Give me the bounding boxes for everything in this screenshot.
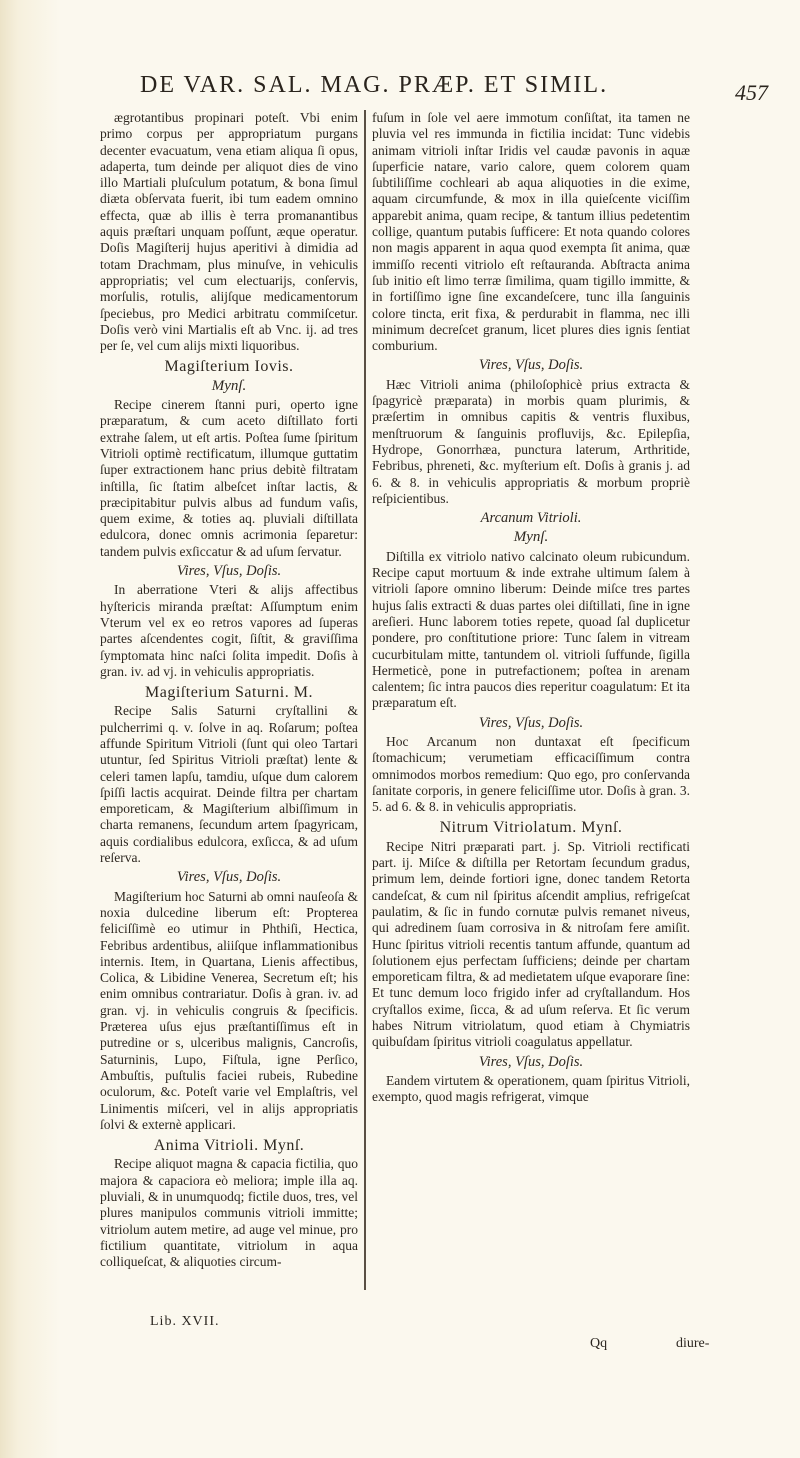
section-subheading: Vires, Vſus, Doſis. [478,357,584,374]
paragraph: Hoc Arcanum non duntaxat eſt ſpecificum ſtomachicum; verumetiam efficaciſſimum contra omnimodos morbos remedium: Quo ego, pro conſervanda ſanitate corporis, in genere feliciſſime utor. Doſis à gran. 3. 5. ad 6. & 8. in vehiculis appropriatis. [372,733,690,815]
section-subheading: Vires, Vſus, Doſis. [176,869,282,886]
paragraph: Recipe Salis Saturni cryſtallini & pulcherrimi q. v. ſolve in aq. Roſarum; poſtea affunde Spiritum Vitrioli (ſunt qui oleo Tartari utuntur, ſed Spiritus Vitrioli præſtat) lente & celeri tamen lapſu, tamdiu, uſque dum calorem ſpiſſi lactis acquirat. Deinde filtra per chartam emporeticam, & Magiſterium albiſſimum in charta remanens, ſecundum artem ſpagyricam, aquis cordialibus edulcora, exſicca, & ad uſum reſerva. [100,703,358,866]
book-section-label: Lib. XVII. [150,1314,220,1329]
section-subheading: Vires, Vſus, Doſis. [478,714,584,731]
section-heading: Magiſterium Iovis. [164,358,294,376]
paragraph: ægrotantibus propinari poteſt. Vbi enim primo corpus per appropriatum purgans decenter evacuatum, vena etiam aliqua ſi opus, adaperta, tum deinde per aliquot dies de vino illo Martiali pluſculum potatum, & bona ſimul diæta obſervata fuerit, ibi tum eadem omnino effecta, quæ ab illis è terra promanantibus aquis præſtari unquam poſſunt, æque operatur. Doſis Magiſterij hujus aperitivi à dimidia ad totam Drachmam, plus minuſve, in vehiculis appropriatis; vel cum electuarijs, conſervis, morſulis, rotulis, alijſque medicamentorum ſpeciebus, pro Medici arbitratu commiſcetur. Doſis verò vini Martialis eſt ab Vnc. ij. ad tres per ſe, vel cum alijs mixti liquoribus. [100,110,358,354]
section-heading: Nitrum Vitriolatum. Mynſ. [439,819,623,837]
section-subheading: Vires, Vſus, Doſis. [176,563,282,580]
paragraph: fuſum in ſole vel aere immotum conſiſtat, ita tamen ne pluvia vel res immunda in fictilia incidat: Tunc videbis animam vitrioli inſtar Iridis vel caudæ pavonis in aquæ ſuperficie natare, vario calore, quem colorem quam ſubtiliſſime cochleari ab aqua aliquoties in die exime, aquam circumfunde, & mox in illa quieſcente viciſſim apparebit anima, quam recipe, & tantum illius pedetentim collige, quantum putabis ſufficere: Et nota quando colores non magis apparent in aqua quod exempta ſit anima, quæ immiſſo recenti vitriolo eſt reſtauranda. Abſtracta anima ſub initio eſt limo terræ ſimilima, quam tigillo immitte, & in fortiſſimo igne ſine excandeſcere, tunc illa ſanguinis colore tincta, erit fixa, & perdurabit in flamma, nec illi minimum decreſcet granum, licet plures dies ignis ſentiat comburium. [372,110,690,354]
section-subheading: Arcanum Vitrioli. [480,510,582,527]
paragraph: Recipe Nitri præparati part. j. Sp. Vitrioli rectificati part. ij. Miſce & diſtilla per Retortam ſecundum gradus, primum lem, deinde fortiori igne, donec tandem Retorta candeſcat, & cum nil ſpiritus aſcendit amplius, refrigeſcat paulatim, & ſic in fundo cornutæ pulvis remanet niveus, qui adredinem ſuam corrosiva in & nitroſam fere amiſit. Hunc ſpiritus vitrioli recentis tantum affunde, quantum ad ſolutionem ejus perfectam ſufficiens; deinde per chartam emporeticam filtra, & ad medietatem uſque evaporare ſine: Et tunc demum loco frigido infer ad cryſtallandum. Hos cryſtallos exime, ſicca, & ad uſum reſerva. Et ſic verum habes Nitrum vitriolatum, quod etiam à Chymiatris quibuſdam ſpiritus vitrioli coagulatus appellatur. [372,838,690,1050]
paragraph: Hæc Vitrioli anima (philoſophicè prius extracta & ſpagyricè præparata) in morbis quam plurimis, & præſertim in omnibus capitis & ventris fluxibus, menſtruorum & ſanguinis profluvijs, &c. Epilepſia, Hydrope, Gonorrhæa, punctura laterum, Arthritide, Febribus, phreneti, &c. myſterium eſt. Doſis à granis j. ad 6. & 8. in vehiculis appropriatis & morbum propriè reſpicientibus. [372,376,690,506]
section-subheading: Mynſ. [513,529,549,546]
page-number: 457 [735,80,768,105]
signature-mark: Qq [590,1336,608,1351]
paragraph: Recipe aliquot magna & capacia fictilia, quo majora & capaciora eò meliora; imple illa aq. pluviali, & in unumquodq; fictile duos, tres, vel plures manipulos communis vitrioli immitte; vitriolum autem metire, ad auge vel minue, pro fictilium quantitate, vitriolum in aqua colliqueſcat, & aliquoties circum- [100,1156,358,1270]
section-subheading: Mynſ. [211,377,247,394]
paragraph: Eandem virtutem & operationem, quam ſpiritus Vitrioli, exempto, quod magis refrigerat, vimque [372,1072,690,1105]
paragraph: Recipe cinerem ſtanni puri, operto igne præparatum, & cum aceto diſtillato forti extrahe ſalem, ut eſt artis. Poſtea ſume ſpiritum Vitrioli optimè rectificatum, illumque guttatim ſuper extractionem hanc prius debitè filtratam inſtilla, ſic ſtatim albeſcet inſtar lactis, & præcipitabitur pulvis albus ad fundum vaſis, quem exime, & toties aq. pluviali diſtillata edulcora, donec omnis acrimonia ſeparetur: tandem pulvis exſiccatur & ad uſum ſervatur. [100,397,358,559]
column-divider [364,110,366,1290]
section-heading: Anima Vitrioli. Mynſ. [153,1137,305,1155]
catchword: diure- [676,1336,710,1351]
paragraph: Magiſterium hoc Saturni ab omni nauſeoſa & noxia dulcedine liberum eſt: Propterea feliciſſimè eo utimur in Phthiſi, Hectica, Febribus ardentibus, aliiſque inflammationibus internis. Item, in Quartana, Lienis affectibus, Colica, & Libidine Venerea, Secretum eſt; his enim omnibus contrariatur. Doſis à gran. iv. ad gran. vj. in vehiculis congruis & ſpecificis. Præterea uſus ejus præſtantiſſimus eſt in putredine or s, ulceribus malignis, Cancroſis, Saturninis, Lupo, Fiſtula, igne Perſico, Ambuſtis, puſtulis faciei rubeis, Rubedine oculorum, &c. Poteſt varie vel Emplaſtris, vel Linimentis miſceri, vel in alijs appropriatis ſolvi & externè applicari. [100,888,358,1132]
paragraph: In aberratione Vteri & alijs affectibus hyſtericis miranda præſtat: Aſſumptum enim Vterum vel ex eo retros vapores ad ſuperas partes aſcendentes cogit, ſiſtit, & graviſſima ſymptomata hinc naſci ſolita impedit. Doſis à gran. iv. ad vj. in vehiculis appropriatis. [100,582,358,679]
right-column [372,110,690,1107]
section-subheading: Vires, Vſus, Doſis. [478,1053,584,1070]
left-column [100,110,358,1271]
section-heading: Magiſterium Saturni. M. [145,684,313,702]
running-head: DE VAR. SAL. MAG. PRÆP. ET SIMIL. [140,72,609,98]
paragraph: Diſtilla ex vitriolo nativo calcinato oleum rubicundum. Recipe caput mortuum & inde extrahe ultimum ſalem à vitrioli ſapore omnino liberum: Deinde miſce tres partes hujus ſalis extracti & duas partes olei diſtillati, ſine in igne areſieri. Hunc laborem toties repete, quoad ſal duplicetur pondere, pro conſtitutione priore: Tunc ſalem in vitream cucurbitulam mitte, tantundem ol. vitrioli ſuffunde, ſigilla Hermeticè, pone in putrefactionem; poſtea in arenam calentem; ſic intra paucos dies reperitur coagulatum: Et ita præparatum eſt. [372,548,690,711]
